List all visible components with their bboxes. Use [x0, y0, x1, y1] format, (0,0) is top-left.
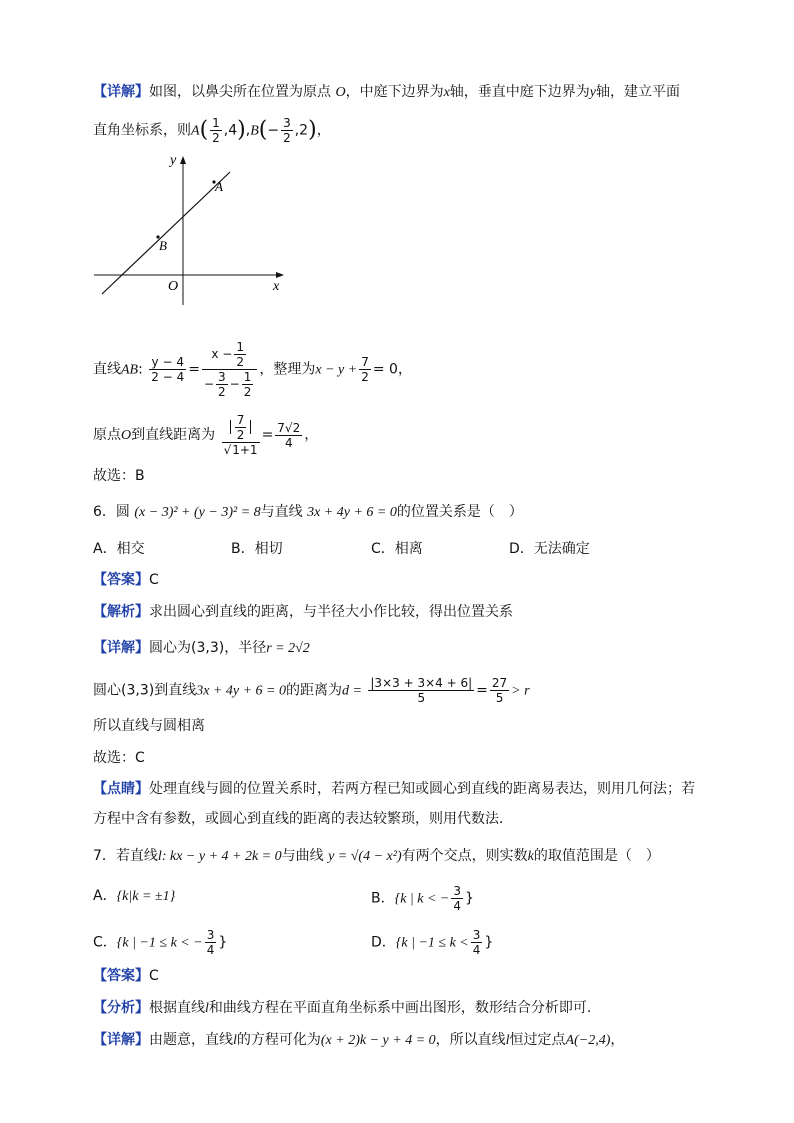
line-ab-equation: 直线AB: $\frac{y - 4}{2 - 4}$ = x − $\frac{1}{2}$ − $\frac{3}{2}$ − $\frac{1}{2}$ ，整理为x − y + $\frac{7}{2}$ = 0，: [93, 340, 412, 399]
q7-option-c: C．{k | −1 ≤ k < − $\frac{3}{4}$ }: [93, 928, 228, 957]
label-a: A: [215, 179, 223, 194]
q6-comment-1: 【点睛】处理直线与圆的位置关系时，若两方程已知或圆心到直线的距离易表达，则用几何法；若: [93, 781, 695, 797]
q6-choose: 故选：C: [93, 750, 145, 766]
fraction: $\frac{1}{2}$: [212, 116, 220, 145]
q6-answer: 【答案】C: [93, 572, 159, 588]
fraction: $\frac{|3\times 3 + 3\times 4 + 6|}{5}$: [370, 676, 473, 705]
label-o: O: [168, 279, 179, 294]
q7-option-b: B．{k | k < − $\frac{3}{4}$ }: [371, 884, 474, 913]
q7-answer: 【答案】C: [93, 968, 159, 984]
q7-option-a: A．{k|k = ±1}: [93, 888, 176, 904]
fraction: $\frac{\frac{7}{2}}{√1+1}$: [223, 413, 258, 457]
q6-option-b: B．相切: [231, 541, 283, 557]
fraction: $\frac{27}{5}$: [491, 676, 508, 705]
q6-option-c: C．相离: [371, 541, 423, 557]
distance-line: 原点O到直线距离为 $\frac{\frac{7}{2}}{√1+1}$ = $\frac{7√2}{4}$ ，: [93, 413, 319, 457]
q7-detail: 【详解】由题意，直线l的方程可化为(x + 2)k − y + 4 = 0，所以直线l恒过定点A(−2,4)，: [93, 1032, 625, 1048]
question-7: 7．若直线l: kx − y + 4 + 2k = 0与曲线 y = √(4 − x²)有两个交点，则实数k的取值范围是（ ）: [93, 848, 660, 864]
detail-tag: 【详解】: [93, 84, 149, 100]
fraction: x − $\frac{1}{2}$ − $\frac{3}{2}$ − $\frac{1}{2}$: [202, 340, 257, 399]
detail-line-1: 【详解】如图，以鼻尖所在位置为原点 O，中庭下边界为x轴，垂直中庭下边界为y轴，建立平面: [93, 84, 681, 100]
label-b: B: [159, 238, 167, 253]
q7-option-d: D．{k | −1 ≤ k < $\frac{3}{4}$ }: [371, 928, 494, 957]
choose-1: 故选：B: [93, 468, 145, 484]
q6-option-d: D．无法确定: [509, 541, 590, 557]
q6-comment-2: 方程中含有参数，或圆心到直线的距离的表达较繁琐，则用代数法．: [93, 811, 513, 827]
q7-analysis: 【分析】根据直线l和曲线方程在平面直角坐标系中画出图形，数形结合分析即可.: [93, 1000, 592, 1016]
line-ab: [102, 172, 230, 294]
q6-detail-1: 【详解】圆心为(3,3)，半径r = 2√2: [93, 640, 310, 656]
fraction: $\frac{7}{2}$: [361, 355, 369, 384]
fraction: $\frac{3}{2}$: [283, 116, 291, 145]
coordinate-figure: [90, 150, 290, 310]
question-6: 6．圆 (x − 3)² + (y − 3)² = 8与直线 3x + 4y + 6 = 0的位置关系是（ ）: [93, 504, 523, 520]
fraction: $\frac{7√2}{4}$: [277, 420, 301, 450]
q6-detail-2: 圆心(3,3)到直线3x + 4y + 6 = 0的距离为d = $\frac{|3\times 3 + 3\times 4 + 6|}{5}$ = $\frac{27}{5}$ > r: [93, 676, 530, 705]
label-y: y: [170, 153, 177, 168]
label-x: x: [273, 279, 280, 294]
fraction: $\frac{y - 4}{2 - 4}$: [151, 355, 185, 384]
q6-conclusion: 所以直线与圆相离: [93, 718, 205, 734]
detail-line-2: 直角坐标系，则A( $\frac{1}{2}$ ,4),B(− $\frac{3}{2}$ ,2)，: [93, 116, 331, 145]
y-axis: [180, 156, 186, 305]
q6-option-a: A．相交: [93, 541, 145, 557]
q6-analysis: 【解析】求出圆心到直线的距离，与半径大小作比较，得出位置关系: [93, 604, 513, 620]
